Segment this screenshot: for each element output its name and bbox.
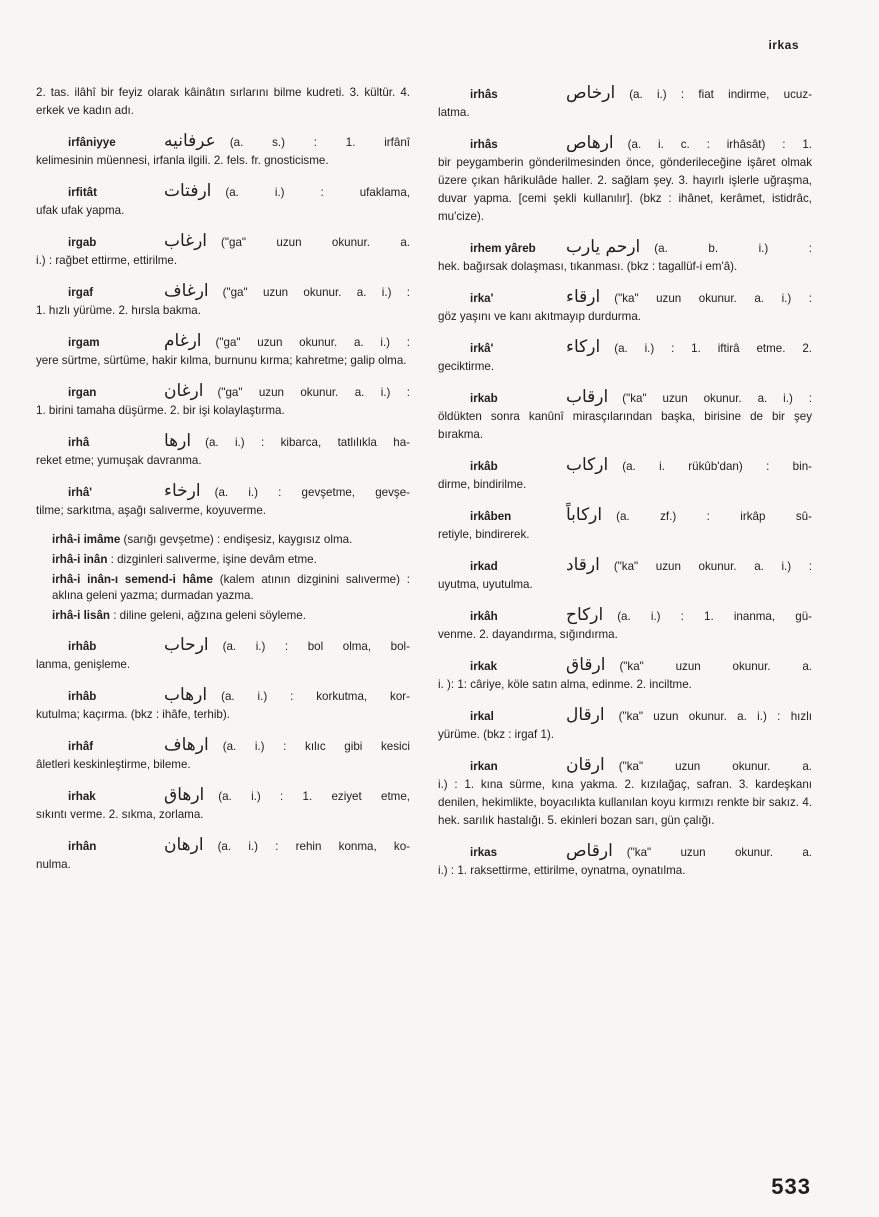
entry-definition: retiyle, bindirerek. — [438, 528, 530, 541]
dictionary-entry — [36, 636, 410, 674]
headword: irhem yâreb — [470, 242, 536, 255]
headword: irhân — [68, 840, 97, 853]
headword: irhâ — [68, 436, 90, 449]
entry-head — [36, 282, 410, 302]
dictionary-entry — [438, 288, 812, 326]
subentry — [36, 608, 410, 624]
dictionary-entry — [36, 282, 410, 320]
headword: irgaf — [68, 286, 94, 299]
entry-definition: sıkıntı verme. 2. sıkma, zorlama. — [36, 808, 204, 821]
subentry-headword: irhâ-i inân-ı semend-i hâme — [52, 573, 213, 586]
entry-definition: 1. birini tamaha düşürme. 2. bir işi kolaylaştırma. — [36, 404, 285, 417]
subentry-headword: irhâ-i imâme — [52, 533, 121, 546]
entry-head — [438, 506, 812, 526]
dictionary-entry — [438, 756, 812, 830]
entry-gloss-start: ("ka" uzun okunur. a. i.) : — [622, 392, 812, 405]
entry-definition: nulma. — [36, 858, 71, 871]
dictionary-entry — [36, 836, 410, 874]
entry-head — [36, 332, 410, 352]
entry-definition: göz yaşını ve kanı akıtmayıp durdurma. — [438, 310, 641, 323]
arabic-script: ارغاب — [164, 231, 208, 251]
entry-definition: i.) : rağbet ettirme, ettirilme. — [36, 254, 178, 267]
headword: irkab — [470, 392, 498, 405]
entry-gloss-start: (a. s.) : 1. irfânî — [229, 136, 410, 149]
arabic-script: ارهاق — [164, 785, 205, 805]
arabic-script: ارحم يارب — [566, 237, 641, 257]
entry-gloss-start: (a. i.) : 1. inanma, gü- — [617, 610, 812, 623]
entry-gloss-start: ("ka" uzun okunur. a. — [618, 760, 812, 773]
headword: irgam — [68, 336, 100, 349]
dictionary-entry — [438, 842, 812, 880]
entry-definition: uyutma, uyutulma. — [438, 578, 533, 591]
entry-definition: reket etme; yumuşak davranma. — [36, 454, 202, 467]
left-column — [36, 84, 410, 886]
entry-gloss-start: (a. i.) : gevşetme, gevşe- — [214, 486, 410, 499]
entry-head — [438, 288, 812, 308]
entry-gloss-start: (a. zf.) : irkâp sû- — [616, 510, 812, 523]
arabic-script: ارغاف — [164, 281, 209, 301]
page-number: 533 — [771, 1174, 811, 1199]
arabic-script: ارقاء — [566, 287, 601, 307]
entry-definition: venme. 2. dayandırma, sığındırma. — [438, 628, 618, 641]
dictionary-entry — [36, 482, 410, 520]
entry-gloss-start: (a. i. c. : irhâsât) : 1. — [627, 138, 812, 151]
headword: irka' — [470, 292, 494, 305]
entry-gloss-start: (a. i. rükûb'dan) : bin- — [622, 460, 812, 473]
dictionary-entry — [36, 332, 410, 370]
subentry — [36, 552, 410, 568]
entry-definition: hek. bağırsak dolaşması, tıkanması. (bkz : tagallüf-i em'â). — [438, 260, 738, 273]
entry-gloss-start: ("ga" uzun okunur. a. — [221, 236, 410, 249]
entry-gloss-start: (a. i.) : bol olma, bol- — [222, 640, 410, 653]
entry-head — [438, 842, 812, 862]
entry-gloss-start: (a. b. i.) : — [654, 242, 812, 255]
subentry-definition: : diline geleni, ağzına geleni söyleme. — [113, 609, 306, 622]
entry-gloss-start: (a. i.) : ufaklama, — [225, 186, 410, 199]
entry-head — [438, 388, 812, 408]
headword: irkak — [470, 660, 498, 673]
entry-head — [36, 382, 410, 402]
arabic-script: اركاء — [566, 337, 601, 357]
arabic-script: اركاح — [566, 605, 604, 625]
entry-definition: i. ): 1: câriye, köle satın alma, edinme. 2. inciltme. — [438, 678, 692, 691]
dictionary-entry — [438, 134, 812, 226]
entry-definition: kutulma; kaçırma. (bkz : ihâfe, terhib). — [36, 708, 230, 721]
subentry-definition: (sarığı gevşetme) : endişesiz, kaygısız olma. — [123, 533, 353, 546]
arabic-script: ارحاب — [164, 635, 209, 655]
dictionary-entry — [438, 556, 812, 594]
entry-head — [36, 736, 410, 756]
entry-head — [36, 482, 410, 502]
entry-head — [36, 232, 410, 252]
entry-definition: geciktirme. — [438, 360, 495, 373]
left-entries — [36, 132, 410, 520]
arabic-script: ارقاد — [566, 555, 600, 575]
entry-gloss-start: ("ka" uzun okunur. a. — [626, 846, 812, 859]
right-column — [438, 84, 812, 892]
headword: irhâb — [68, 640, 97, 653]
subentry-headword: irhâ-i inân — [52, 553, 108, 566]
dictionary-entry — [36, 182, 410, 220]
right-entries — [438, 84, 812, 880]
entry-definition: dirme, bindirilme. — [438, 478, 527, 491]
entry-head — [36, 836, 410, 856]
entry-head — [36, 686, 410, 706]
headword: irhâs — [470, 88, 498, 101]
entry-definition: tilme; sarkıtma, aşağı salıverme, koyuverme. — [36, 504, 267, 517]
entry-head — [36, 786, 410, 806]
arabic-script: اركاب — [566, 455, 609, 475]
entry-definition: öldükten sonra kanûnî mirasçılarından başka, birisine de bir şey bırakma. — [438, 410, 812, 441]
headword: irhâf — [68, 740, 94, 753]
arabic-script: ارهاف — [164, 735, 209, 755]
subentry — [36, 532, 410, 548]
headword: irkad — [470, 560, 498, 573]
entry-definition: i.) : 1. raksettirme, ettirilme, oynatma, oynatılma. — [438, 864, 686, 877]
subentry-headword: irhâ-i lisân — [52, 609, 110, 622]
headword: irgab — [68, 236, 97, 249]
entry-definition: i.) : 1. kına sürme, kına yakma. 2. kızılağaç, safran. 3. kardeşkanı denilen, hekimlikte, boyacılıkta kullanılan koyu kırmızı renkte bir sakız. 4. hek. sarılık hastalığı. 5. ekinleri bozan sarı, gün çalığı. — [438, 778, 812, 827]
entry-gloss-start: (a. i.) : fiat indirme, ucuz- — [629, 88, 812, 101]
entry-gloss-start: (a. i.) : korkutma, kor- — [221, 690, 410, 703]
entry-head — [438, 134, 812, 154]
entry-gloss-start: ("ka" uzun okunur. a. i.) : — [613, 560, 812, 573]
arabic-script: ارقان — [566, 755, 605, 775]
running-head: irkas — [768, 38, 799, 52]
arabic-script: ارخاص — [566, 83, 616, 103]
entry-definition: bir peygamberin gönderilmesinden önce, gönderileceğine işâret olmak üzere çıkan hârikulâde haller. 2. sağlam şey. 3. hayırlı işlerle uğraşma, duvar yapma. [cemi şekli kullanılır]. (bkz : ihânet, kerâmet, istidrâc, mu'cize). — [438, 156, 812, 223]
arabic-script: ارهان — [164, 835, 204, 855]
arabic-script: ارها — [164, 431, 192, 451]
entry-head — [438, 606, 812, 626]
arabic-script: ارقاص — [566, 841, 613, 861]
dictionary-entry — [36, 786, 410, 824]
dictionary-entry — [438, 656, 812, 694]
entry-head — [36, 636, 410, 656]
headword: irgan — [68, 386, 97, 399]
dictionary-entry — [438, 238, 812, 276]
entry-head — [36, 182, 410, 202]
dictionary-entry — [438, 706, 812, 744]
arabic-script: ارغان — [164, 381, 204, 401]
arabic-script: ارفتات — [164, 181, 212, 201]
arabic-script: ارقاق — [566, 655, 606, 675]
dictionary-entry — [438, 84, 812, 122]
headword: irfitât — [68, 186, 97, 199]
entry-head — [438, 238, 812, 258]
entry-definition: ufak ufak yapma. — [36, 204, 125, 217]
entry-gloss-start: (a. i.) : kılıc gibi kesici — [222, 740, 410, 753]
headword: irkan — [470, 760, 498, 773]
entry-head — [36, 132, 410, 152]
arabic-script: ارخاء — [164, 481, 201, 501]
subentry-definition: (kalem atının dizginini salıverme) : aklına geleni yazma; durmadan yazma. — [52, 573, 410, 602]
headword: irkâh — [470, 610, 498, 623]
entry-head — [438, 456, 812, 476]
headword: irhâ' — [68, 486, 93, 499]
headword: irhak — [68, 790, 96, 803]
dictionary-entry — [36, 132, 410, 170]
dictionary-entry — [36, 686, 410, 724]
headword: irkâb — [470, 460, 498, 473]
dictionary-entry — [438, 388, 812, 444]
entry-head — [438, 338, 812, 358]
entry-definition: yere sürtme, sürtüme, hakir kılma, burnunu kırma; kahretme; galip olma. — [36, 354, 407, 367]
entry-head — [36, 432, 410, 452]
headword: irkâben — [470, 510, 512, 523]
arabic-script: ارقاب — [566, 387, 609, 407]
entry-gloss-start: ("ka" uzun okunur. a. i.) : — [614, 292, 812, 305]
entry-definition: âletleri keskinleştirme, bileme. — [36, 758, 191, 771]
entry-definition: lanma, genişleme. — [36, 658, 131, 671]
arabic-script: عرفانيه — [164, 131, 216, 151]
arabic-script: ارهاب — [164, 685, 208, 705]
entry-definition: kelimesinin müennesi, irfanla ilgili. 2. fels. fr. gnosticisme. — [36, 154, 329, 167]
entry-gloss-start: (a. i.) : kibarca, tatlılıkla ha- — [205, 436, 410, 449]
dictionary-entry — [36, 736, 410, 774]
entry-head — [438, 556, 812, 576]
entry-gloss-start: (a. i.) : rehin konma, ko- — [217, 840, 410, 853]
headword: irhâb — [68, 690, 97, 703]
entry-head — [438, 756, 812, 776]
dictionary-entry — [438, 338, 812, 376]
left-entries-2 — [36, 636, 410, 874]
arabic-script: ارقال — [566, 705, 605, 725]
arabic-script: ارهاص — [566, 133, 614, 153]
arabic-script: اركاباً — [566, 505, 603, 525]
entry-definition: 1. hızlı yürüme. 2. hırsla bakma. — [36, 304, 201, 317]
entry-gloss-start: (a. i.) : 1. iftirâ etme. 2. — [614, 342, 812, 355]
entry-gloss-start: ("ka" uzun okunur. a. — [619, 660, 812, 673]
entry-gloss-start: ("ka" uzun okunur. a. i.) : hızlı — [618, 710, 812, 723]
entry-definition: yürüme. (bkz : irgaf 1). — [438, 728, 554, 741]
dictionary-entry — [438, 606, 812, 644]
arabic-script: ارغام — [164, 331, 202, 351]
dictionary-entry — [36, 432, 410, 470]
entry-gloss-start: (a. i.) : 1. eziyet etme, — [218, 790, 410, 803]
entry-gloss-start: ("ga" uzun okunur. a. i.) : — [222, 286, 410, 299]
dictionary-entry — [36, 232, 410, 270]
entry-head — [438, 84, 812, 104]
dictionary-entry — [438, 456, 812, 494]
dictionary-entry — [36, 382, 410, 420]
subentry — [36, 572, 410, 604]
dictionary-entry — [438, 506, 812, 544]
left-subentries — [36, 532, 410, 624]
subentry-definition: : dizginleri salıverme, işine devâm etme. — [110, 553, 317, 566]
headword: irkal — [470, 710, 494, 723]
entry-head — [438, 706, 812, 726]
entry-head — [438, 656, 812, 676]
entry-gloss-start: ("ga" uzun okunur. a. i.) : — [217, 386, 410, 399]
headword: irkas — [470, 846, 498, 859]
intro-text: 2. tas. ilâhî bir feyiz olarak kâinâtın sırlarını bilme kudreti. 3. kültür. 4. erkek ve kadın adı. — [36, 86, 410, 117]
headword: irkâ' — [470, 342, 494, 355]
entry-gloss-start: ("ga" uzun okunur. a. i.) : — [215, 336, 410, 349]
headword: irfâniyye — [68, 136, 116, 149]
headword: irhâs — [470, 138, 498, 151]
entry-definition: latma. — [438, 106, 470, 119]
